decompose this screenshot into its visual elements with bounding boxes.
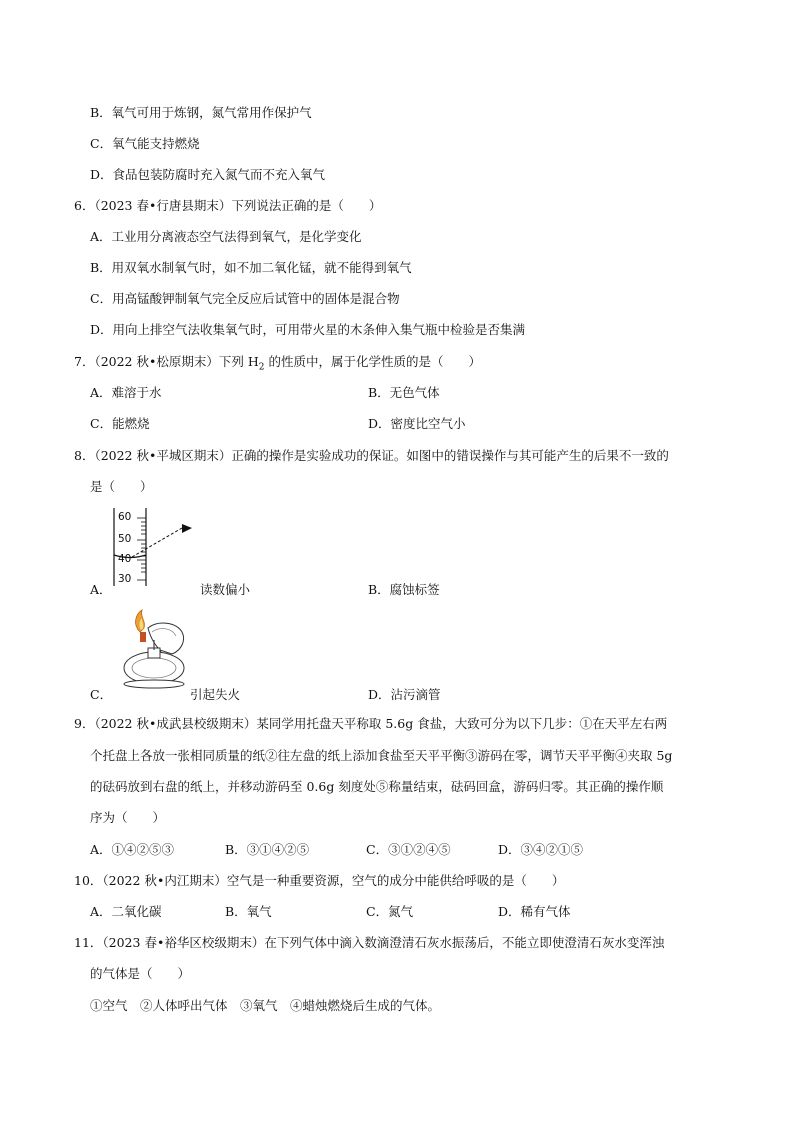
q6-option-c: C．用高锰酸钾制氧气完全反应后试管中的固体是混合物 bbox=[90, 291, 400, 306]
q8-option-c-caption: 引起失火 bbox=[190, 687, 241, 702]
q8-option-c-label: C． bbox=[90, 687, 113, 702]
q11-stem-line1: 11．（2023 春•裕华区校级期末）在下列气体中滴入数滴澄清石灰水振荡后，不能立即使澄清石灰水变浑浊 bbox=[74, 935, 665, 950]
q7-stem-prefix: 7．（2022 秋•松原期末）下列 H bbox=[74, 354, 259, 369]
q6-stem: 6．（2023 春•行唐县期末）下列说法正确的是（ ） bbox=[74, 198, 382, 213]
q6-option-a: A．工业用分离液态空气法得到氧气，是化学变化 bbox=[90, 229, 362, 244]
q11-stem-line3: ①空气 ②人体呼出气体 ③氧气 ④蜡烛燃烧后生成的气体。 bbox=[90, 998, 441, 1013]
q7-stem-suffix: 的性质中，属于化学性质的是（ ） bbox=[264, 354, 481, 369]
q8-stem-line2: 是（ ） bbox=[90, 479, 153, 494]
q6-option-b: B．用双氧水制氧气时，如不加二氧化锰，就不能得到氧气 bbox=[90, 260, 412, 275]
q7-stem-subscript: 2 bbox=[258, 362, 265, 373]
q7-option-b: B．无色气体 bbox=[368, 385, 440, 400]
q6-option-d: D．用向上排空气法收集氧气时，可用带火星的木条伸入集气瓶中检验是否集满 bbox=[90, 322, 526, 337]
q7-option-c: C．能燃烧 bbox=[90, 416, 150, 431]
q8-option-d: D．沾污滴管 bbox=[368, 687, 441, 702]
q10-option-c: C．氮气 bbox=[366, 904, 414, 919]
q9-stem-line2: 个托盘上各放一张相同质量的纸②往左盘的纸上添加食盐至天平平衡③游码在零，调节天平平衡④夹取 5g bbox=[90, 748, 673, 763]
q7-stem bbox=[74, 354, 481, 376]
q9-stem-line1: 9．（2022 秋•成武县校级期末）某同学用托盘天平称取 5.6g 食盐，大致可分为以下几步：①在天平左右两 bbox=[74, 716, 668, 731]
q9-option-d: D．③④②①⑤ bbox=[498, 842, 584, 857]
q8-option-a-label: A． bbox=[90, 582, 112, 597]
cylinder-tick-50: 50 bbox=[118, 533, 132, 545]
q9-stem-line4: 序为（ ） bbox=[90, 810, 166, 825]
q10-stem: 10．（2022 秋•内江期末）空气是一种重要资源，空气的成分中能供给呼吸的是（ ） bbox=[74, 873, 565, 888]
cylinder-tick-40: 40 bbox=[118, 553, 132, 565]
q9-option-a: A．①④②⑤③ bbox=[90, 842, 175, 857]
q10-option-a: A．二氧化碳 bbox=[90, 904, 162, 919]
q9-option-c: C．③①②④⑤ bbox=[366, 842, 451, 857]
q9-option-b: B．③①④②⑤ bbox=[225, 842, 310, 857]
q11-stem-line2: 的气体是（ ） bbox=[90, 966, 191, 981]
q7-option-a: A．难溶于水 bbox=[90, 385, 162, 400]
cylinder-tick-30: 30 bbox=[118, 573, 132, 585]
flame-icon bbox=[136, 610, 145, 632]
cylinder-tick-60: 60 bbox=[118, 511, 132, 523]
q9-stem-line3: 的砝码放到右盘的纸上，并移动游码至 0.6g 刻度处⑤称量结束，砝码回盒，游码归零。其正确的操作顺 bbox=[90, 779, 664, 794]
q8-option-a-caption: 读数偏小 bbox=[200, 582, 251, 597]
q8-stem-line1: 8．（2022 秋•平城区期末）正确的操作是实验成功的保证。如图中的错误操作与其可能产生的后果不一致的 bbox=[74, 448, 669, 463]
eye-icon bbox=[182, 524, 192, 533]
q7-option-d: D．密度比空气小 bbox=[368, 416, 466, 431]
alcohol-lamp-figure bbox=[110, 610, 200, 690]
q10-option-d: D．稀有气体 bbox=[498, 904, 571, 919]
q10-option-b: B．氧气 bbox=[225, 904, 272, 919]
q5-option-b: B．氧气可用于炼钢，氮气常用作保护气 bbox=[90, 105, 312, 120]
q5-option-c: C．氧气能支持燃烧 bbox=[90, 136, 200, 151]
q8-option-b: B．腐蚀标签 bbox=[368, 582, 440, 597]
q5-option-d: D．食品包装防腐时充入氮气而不充入氧气 bbox=[90, 167, 326, 182]
